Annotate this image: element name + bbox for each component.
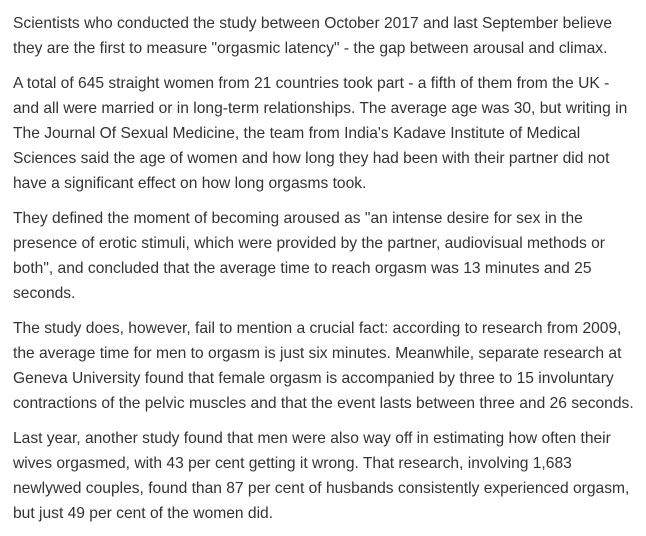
article-body [13, 11, 639, 536]
article-paragraph-previous-study: Last year, another study found that men were also way off in estimating how often their wives orgasmed, with 43 per cent getting it wrong. That research, involving 1,683 newlywed couples, found than 87 per cent of husbands consistently experienced orgasm, but just 49 per cent of the women did. [13, 430, 630, 522]
article-paragraph-men-comparison: The study does, however, fail to mention a crucial fact: according to research from 2009, the average time for men to orgasm is just six minutes. Meanwhile, separate research at Geneva University found that female orgasm is accompanied by three to 15 involuntary contractions of the pelvic muscles and that the event lasts between three and 26 seconds. [13, 320, 634, 412]
article-paragraph-arousal-definition: They defined the moment of becoming aroused as "an intense desire for sex in the presence of erotic stimuli, which were provided by the partner, audiovisual methods or both", and concluded that the average time to reach orgasm was 13 minutes and 25 seconds. [13, 210, 605, 302]
article-paragraph-participants: A total of 645 straight women from 21 countries took part - a fifth of them from the UK - and all were married or in long-term relationships. The average age was 30, but writing in The Journal Of Sexual Medicine, the team from India's Kadave Institute of Medical Sciences said the age of women and how long they had been with their partner did not have a significant effect on how long orgasms took. [13, 75, 628, 192]
article-paragraph-study-intro: Scientists who conducted the study between October 2017 and last September believe they are the first to measure "orgasmic latency" - the gap between arousal and climax. [13, 15, 612, 57]
